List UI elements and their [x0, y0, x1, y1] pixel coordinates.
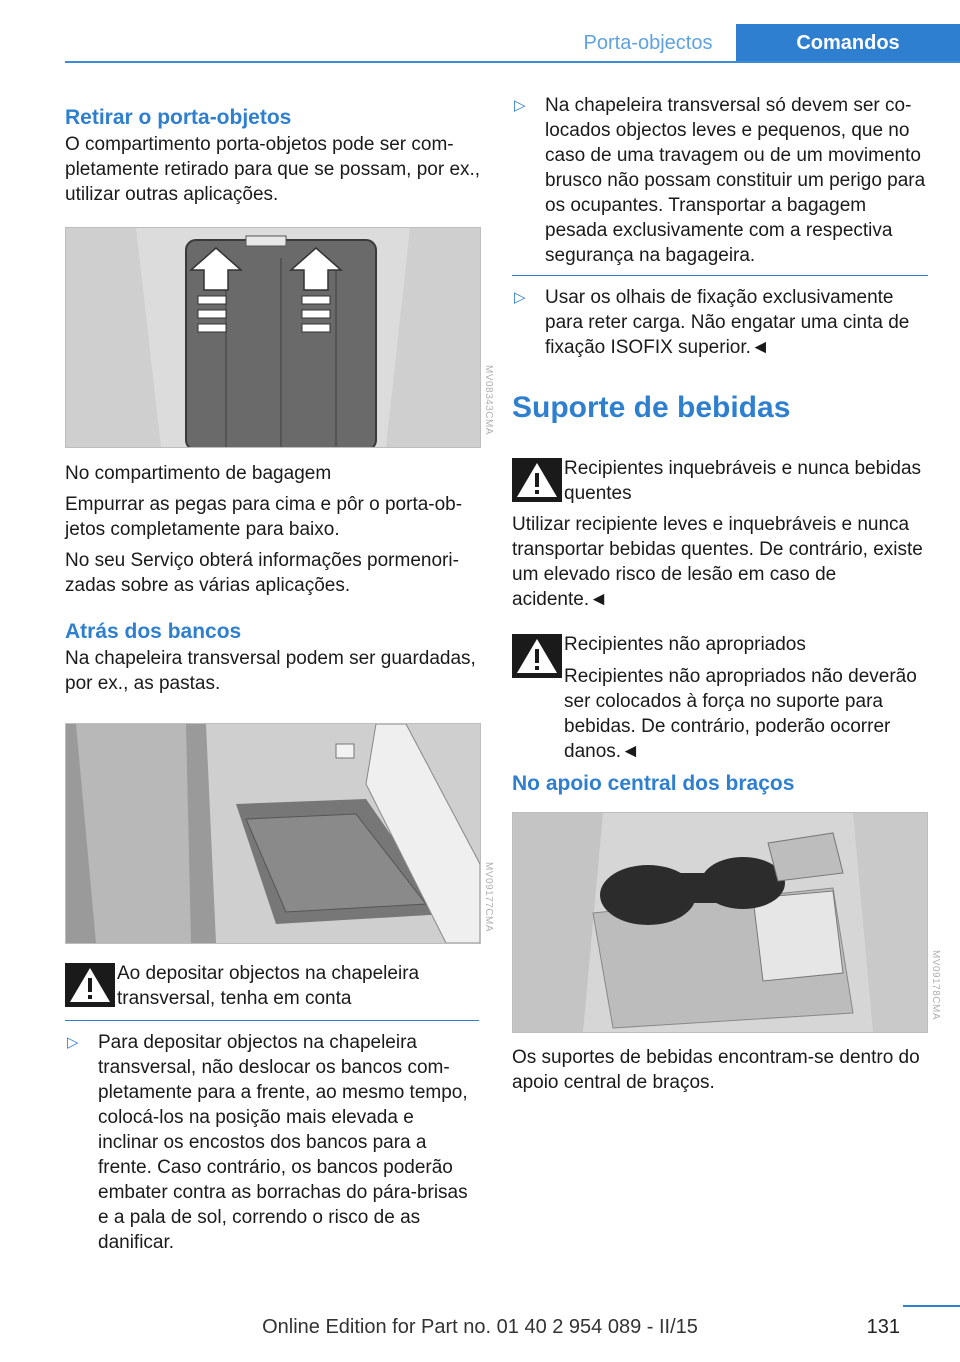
bullet-marker-icon: ▷	[514, 289, 526, 306]
edition-footer: Online Edition for Part no. 01 40 2 954 089 - II/15	[262, 1316, 698, 1338]
bullet-separator	[512, 275, 928, 276]
warning-title	[117, 961, 447, 1011]
list-item	[512, 93, 928, 268]
parcel-shelf-illustration	[66, 724, 480, 943]
figure-storage-compartment	[65, 227, 481, 448]
warning-body-text: Utilizar recipiente leves e inquebráveis e nunca transportar bebidas quentes. De contrário, existe um elevado risco de lesão em caso de acidente.◄	[512, 514, 923, 610]
warning-body	[512, 664, 928, 764]
warning-body	[512, 512, 928, 612]
header-rule	[65, 61, 960, 63]
warning-body-text: Recipientes não apropriados não deverão ser colocados à força no suporte para bebidas. De contrário, poderão ocorrer danos.◄	[564, 666, 917, 762]
bullet-text: Na chapeleira transversal só devem ser colocados objectos leves e pequenos, que no caso de uma travagem ou de um movimento brusco não possam constituir um perigo para os ocupantes. Transportar a bagagem pesada exclusivamente com a respectiva segurança na bagageira.	[545, 95, 926, 266]
left-column-middle	[65, 461, 485, 696]
paragraph-service: No seu Serviço obterá informações pormenorizadas sobre as várias aplicações.	[65, 550, 459, 596]
warning-icon	[512, 458, 562, 502]
figure-code: MV09178CMA	[930, 950, 941, 1021]
paragraph-armrest: Os suportes de bebidas encontram-se dentro do apoio central de braços.	[512, 1047, 920, 1093]
page-rule	[903, 1305, 960, 1307]
figure-code: MV09177CMA	[483, 862, 494, 933]
list-item	[65, 1030, 479, 1255]
warning-title	[564, 632, 924, 657]
section-tab: Porta-objectos	[583, 31, 713, 54]
heading-cup-holder: Suporte de bebidas	[512, 391, 791, 424]
bullet-marker-icon: ▷	[514, 97, 526, 114]
warning-title	[564, 456, 924, 506]
right-column-top	[512, 93, 928, 426]
cup-holder-illustration	[513, 813, 927, 1032]
warning-title-text: Recipientes inquebráveis e nunca bebidas quentes	[564, 458, 922, 504]
bullet-marker-icon: ▷	[67, 1034, 79, 1051]
warning-icon	[65, 963, 115, 1007]
heading-behind-seats: Atrás dos bancos	[65, 620, 242, 643]
bullet-separator	[65, 1020, 479, 1021]
heading-block	[512, 770, 928, 798]
warning-title-text: Recipientes não apropriados	[564, 634, 806, 655]
figure-cup-holder	[512, 812, 928, 1033]
bullet-text: Usar os olhais de fixação exclusivamente para reter carga. Não engatar uma cinta de fixação ISOFIX superior.◄	[545, 287, 910, 358]
heading-armrest: No apoio central dos braços	[512, 772, 795, 795]
warning-title-text: Ao depositar objectos na chapeleira transversal, tenha em conta	[117, 963, 420, 1009]
paragraph-armrest-block	[512, 1045, 928, 1095]
bullet-text: Para depositar objectos na chapeleira transversal, não deslocar os bancos completamente para a frente, ao mesmo tempo, colocá-los na posição mais elevada e inclinar os encostos dos bancos para a frente. Caso contrário, os bancos poderão embater contra as borrachas do pára-brisas e a pala de sol, correndo o risco de as danificar.	[98, 1032, 468, 1253]
page-number: 131	[866, 1316, 900, 1338]
left-column-bullets	[65, 1013, 479, 1255]
figure-parcel-shelf	[65, 723, 481, 944]
heading-remove: Retirar o porta-objetos	[65, 106, 292, 129]
list-item	[512, 285, 928, 360]
paragraph-behind-seats: Na chapeleira transversal podem ser guardadas, por ex., as pastas.	[65, 648, 476, 694]
storage-compartment-illustration	[66, 228, 480, 447]
paragraph-remove: O compartimento porta-objetos pode ser completamente retirado para que se possam, por ex., utilizar outras aplicações.	[65, 134, 481, 205]
chapter-tab: Comandos	[736, 24, 960, 62]
left-column-top	[65, 104, 485, 207]
paragraph-trunk: No compartimento de bagagem	[65, 463, 332, 484]
figure-code: MV08343CMA	[483, 365, 494, 436]
paragraph-push: Empurrar as pegas para cima e pôr o porta-objetos completamente para baixo.	[65, 494, 463, 540]
